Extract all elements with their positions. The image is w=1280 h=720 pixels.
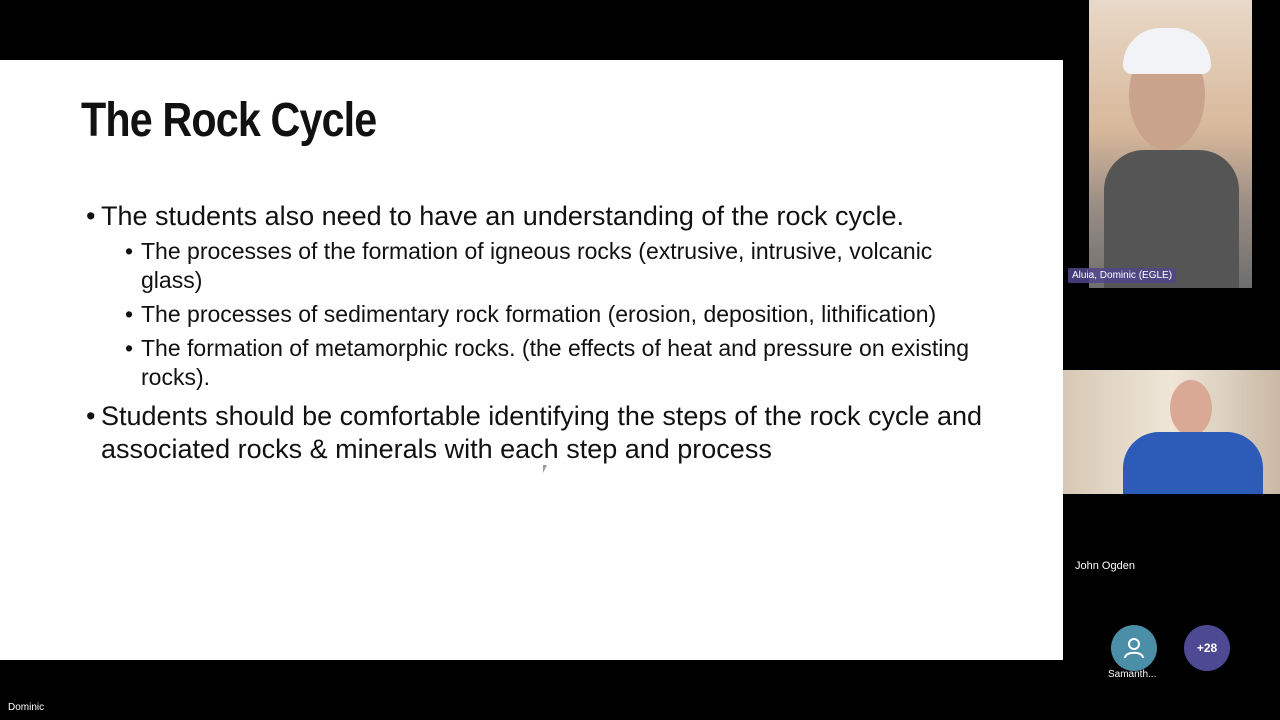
participant-video [1170,380,1212,436]
participant-name-john: John Ogden [1075,560,1135,572]
subbullet-3: • The formation of metamorphic rocks. (the effects of heat and pressure on existing rocks). [125,335,969,390]
subbullet-2-text: The processes of sedimentary rock formation (erosion, deposition, lithification) [141,301,937,327]
mouse-pointer [543,465,547,473]
subbullet-1-text: The processes of the formation of igneous rocks (extrusive, intrusive, volcanic glass) [141,238,933,293]
subbullet-1: • The processes of the formation of igneous rocks (extrusive, intrusive, volcanic glass) [125,238,933,293]
participant-name-samantha: Samanth... [1108,669,1157,680]
bullet-1-text: The students also need to have an understanding of the rock cycle. [101,201,905,231]
bullet-1: • The students also need to have an understanding of the rock cycle. [86,201,905,231]
bullet-2: • Students should be comfortable identifying the steps of the rock cycle and associated rocks & minerals with each step and process [86,401,983,464]
bullet-2-text: Students should be comfortable identifying the steps of the rock cycle and associated rocks & minerals with each step and process [101,401,983,464]
presenter-name: Dominic [8,702,45,713]
subbullet-2: • The processes of sedimentary rock formation (erosion, deposition, lithification) [125,301,937,327]
subbullet-list [125,237,986,392]
video-tile-dominic[interactable] [1089,0,1252,288]
slide-content [86,200,986,470]
shirt [1123,432,1263,494]
more-participants-button[interactable]: +28 [1184,625,1230,671]
video-tile-john[interactable] [1063,370,1280,494]
person-icon [1122,636,1146,660]
cap [1123,28,1211,74]
slide-title: The Rock Cycle [81,94,377,147]
participant-name-dominic: Aluia, Dominic (EGLE) [1068,268,1176,283]
subbullet-3-text: The formation of metamorphic rocks. (the effects of heat and pressure on existing rocks). [141,335,969,390]
shared-slide [0,60,1063,660]
participant-avatar-samantha[interactable] [1111,625,1157,671]
